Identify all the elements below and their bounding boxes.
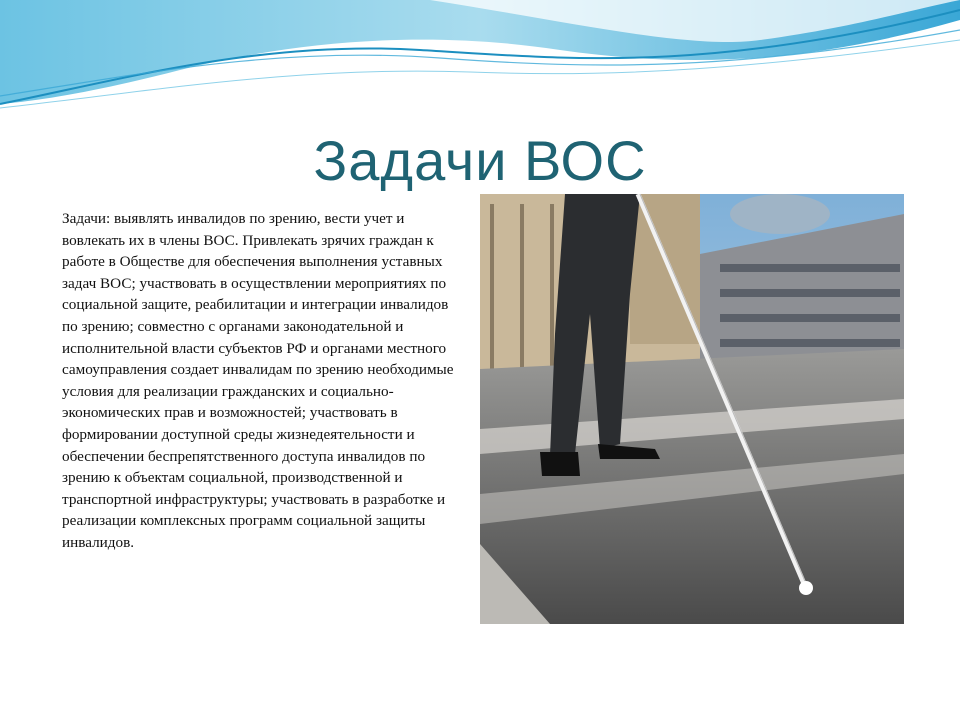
- slide-title: Задачи ВОС: [313, 129, 647, 192]
- slide-body-text: Задачи: выявлять инвалидов по зрению, вести учет и вовлекать их в члены ВОС. Привлекать зрячих граждан к работе в Обществе для обеспечения выполнения уставных задач ВОС; участвовать в осуществлении мероприятиях по социальной защите, реабилитации и интеграции инвалидов по зрению; совместно с органами законодательной и исполнительной власти субъектов РФ и органами местного самоуправления создает инвалидам по зрению необходимые условия для реализации гражданских и социально-экономических прав и возможностей; участвовать в формировании доступной среды жизнедеятельности и обеспечении беспрепятственного доступа инвалидов по зрению к объектам социальной, производственной и транспортной инфраструктуры; участвовать в разработке и реализации комплексных программ социальной защиты инвалидов.: [62, 210, 454, 551]
- header-wave-decoration: [0, 0, 960, 120]
- photo-blind-person-with-cane: [480, 194, 904, 624]
